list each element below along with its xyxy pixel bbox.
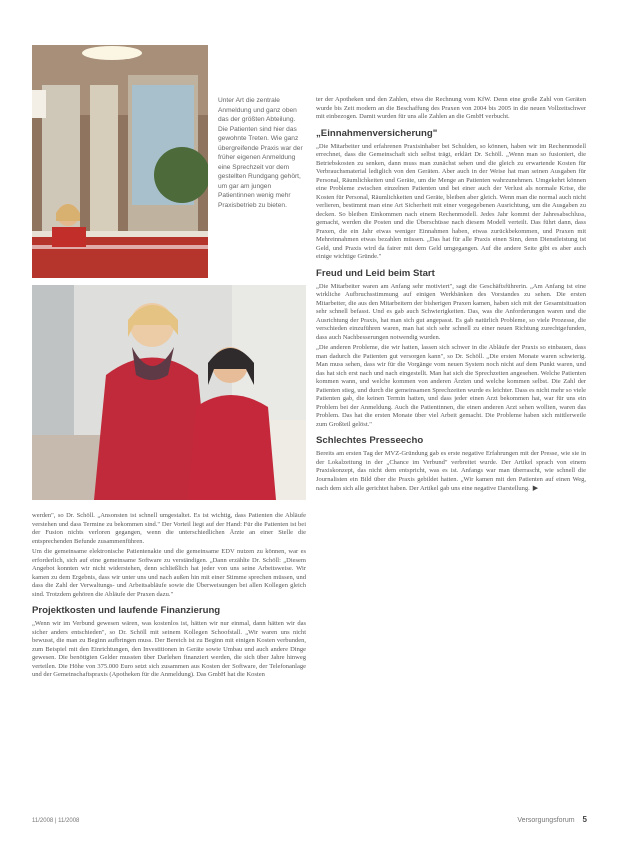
continue-arrow-icon: ▶: [532, 484, 539, 492]
reception-photo: [32, 45, 208, 278]
right-intro-paragraph: ter der Apotheken und den Zahlen, etwa die Rechnung vom KfW. Denn eine große Zahl von Geräten wurde bis Zeit modern an die Beschaffung des Praxen von 2004 bis 2005 in die neuen Vollzeitschwer mit einbezogen. Damit wurden für uns alle Zahlen an die GmbH verbucht.: [316, 96, 586, 120]
body-paragraph: „Die anderen Probleme, die wir hatten, lassen sich schwer in die Abläufe der Praxis so einbauen, dass man dadurch die Patienten gut versorgen kann", so Dr. Schöll. „Die ersten Monate waren schwierig. Man muss sehen, dass wir für die Vorgänge vom neuen System noch nicht auf dem Punkt waren, und das hat sich erst nach und nach eingestellt. Man hat sich die Sprechzeiten angesehen. Welche Patienten kommen wann, und welche kommen von anderen Ärzten und welche kommen selbst. Die Zahl der Patienten stieg, und durch die gemeinsamen Sprechzeiten wurde es leichter. Dass es nicht mehr so viele Patienten gab, die keinen Termin hatten, und dass jeder einen Arzt bekommen hat, war für uns ein Problem bei der Anmeldung. Auch die Patientinnen, die einen anderen Arzt sehen wollten, waren das Problem. Das hat die ersten Monate über viel Arbeit gemacht. Die Probleme haben sich mittlerweile zum Großteil gelöst.": [316, 344, 586, 428]
staff-scene: [32, 285, 306, 500]
photo-caption: Unter Art die zentrale Anmeldung und ganz oben das der größten Abteilung. Die Patienten sind hier das gewohnte Treten. Wie ganz übergreifende Praxis war der früher eigenen Anmeldung eine Sprechzeit vor dem gestellten Rundgang gehört, um gar am jungen Patientinnen wenig mehr Praxisbetrieb zu bieten.: [218, 97, 303, 209]
body-paragraph: [316, 450, 586, 494]
staff-photo: [32, 285, 306, 500]
heading-schlechtes-presseecho: Schlechtes Presseecho: [316, 435, 424, 446]
heading-projektkosten: Projektkosten und laufende Finanzierung: [32, 605, 221, 616]
body-paragraph: Um die gemeinsame elektronische Patientenakte und die gemeinsame EDV nutzen zu können, war es erforderlich, sich auf eine gemeinsame Software zu verständigen. „Dann erzählte Dr. Schöll: „Diesem Angebot konnten wir nicht widerstehen, denn schließlich hat jeder von uns seine Arbeitsweise. Wir kamen zu dem Ergebnis, dass wir unter uns und nach außen hin mit einer Stimme sprechen müssen, und dass die Zahl der Verwaltungs- und Arbeitsabläufe sowie die Überweisungen bei allen Kollegen gleich sind. Trotzdem gehören die Abläufe der Praxen dazu.": [32, 548, 306, 598]
reception-scene: [32, 45, 208, 278]
left-column: [32, 512, 306, 682]
body-paragraph: „Wenn wir im Verbund gewesen wären, was kostenlos ist, hätten wir nur einmal, dann hätten wir das sicher anders entschieden", so Dr. Schöll mit seinem Kollegen Schoofstall. „Wir waren uns nicht bewusst, die man zu Beginn aufbringen muss. Der Bereich ist zu Beginn mit einigen Kosten verbunden, zum Beispiel mit den Einrichtungen, den Investitionen in Geräte sowie Umbau und auch andere Dinge gewesen. Die benötigten Gelder mussten über Darlehen finanziert werden, die sich über Jahre hinweg verteilen. Die Höhe von 375.000 Euro setzt sich zusammen aus Kosten der Software, der Telefonanlage und der Gemeinschaftspraxis (Apotheken für die Anmeldung). Das GmbH hat die Kosten: [32, 620, 306, 678]
body-paragraph: „Die Mitarbeiter waren am Anfang sehr motiviert", sagt die Geschäftsführerin. „Am Anfang ist eine wirkliche Aufbruchsstimmung auf einigen Werkbänken des Vorstandes zu sehen. Die ersten Mitarbeiter, die aus den Mitarbeitern der bisherigen Praxen kamen, haben sich mit der Gesamtsituation sehr schnell befasst. Und es gab auch Schwierigkeiten. Das, was die Anforderungen waren und die Ausrichtung der Praxis, hat man sich gut angepasst. Es gab natürlich Probleme, so viele Prozesse, die verschieden einzuführen waren, man hat sich sehr schnell zu einer neuen Richtung zurechtgefunden, dass auch Nachbesserungen notwendig wurden.: [316, 282, 586, 341]
right-column: [316, 96, 586, 496]
heading-freud-und-leid: Freud und Leid beim Start: [316, 267, 435, 279]
heading-einnahmenversicherung: „Einnahmenversicherung": [316, 127, 438, 139]
footer-issue: 11/2008 | 11/2008: [32, 818, 80, 824]
footer-brand-block: [517, 815, 587, 824]
body-paragraph: werden", so Dr. Schöll. „Ansonsten ist schnell umgestaltet. Es ist wichtig, dass Patienten die Abläufe verstehen und dass Termine zu bekommen sind." Der Vorteil liegt auf der Hand: Für die Patienten ist bei der Fusion nichts verloren gegangen, wenn die unterschiedlichen Ärzte an einer Stelle die entsprechenden Befunde zusammenführen.: [32, 512, 306, 545]
footer-brand: Versorgungsforum: [517, 817, 575, 824]
presseecho-text: Bereits am ersten Tag der MVZ-Gründung gab es erste negative Erfahrungen mit der Presse, wie sie in der Lokalzeitung in der „Chance im Verbund" verbreitet wurde. Der Artikel sprach von einem Praxiskonzept, das nicht dem entspricht, was es ist. Anfangs war man überrascht, wie schnell die Journalisten ein Bild über die Praxis gebildet hatten. „Wir kamen mit den Patienten auf einen Weg, nach dem sich alle gerichtet haben. Der Artikel gab uns eine negative Darstellung.: [316, 450, 586, 492]
body-paragraph: „Die Mitarbeiter und erfahrenen Praxisinhaber bei Schulden, so können, haben wir im Rechenmodell errechnet, dass die Gemeinschaft sich selbst trägt, erklärt Dr. Schöll. „Wenn man so fusioniert, die Betriebskosten zu senken, dann muss man zunächst sehen und die gleich zu erwartende Kosten für Verbrauchsmaterial lediglich von den Geräten. Aber auch in der Weise hat man seinen Ausgaben für Personal, Räumlichkeiten und Geräte, um die Menge an Patienten wahrzunehmen. Umgekehrt können eine Probleme zwischen einzelnen Patienten und bei einer auch der Verlust als normale Krise, die Kosten für Personal, Räumlichkeiten und Geräte, bleiben aber gleich. Wenn man die normal auch nicht verlieren, bestimmt man eine Art Sicherheit mit einer vorgegebenen Ausrichtung, um die Ausgaben zu decken. So bleiben Einkommen nach einem Rechenmodell. Jedes Jahr kommt der Jahresabschluss, gemacht, werden die Posten und die Überschüsse nach diesem Modell verteilt. Das führt dann, dass Praxen, die ein Jahr etwas weniger Einnahmen haben, etwas zurückbekommen, und Praxen mit Mehreinnahmen etwas bezahlen müssen. „Das hat für alle Praxis einen Sinn, denn Dienstleistung ist Geld, und Praxis wird da fairer mit dem Geld umgegangen. Auf die andere Seite gibt es aber auch einige wichtige Gründe.": [316, 142, 586, 260]
page-number: 5: [582, 815, 587, 824]
